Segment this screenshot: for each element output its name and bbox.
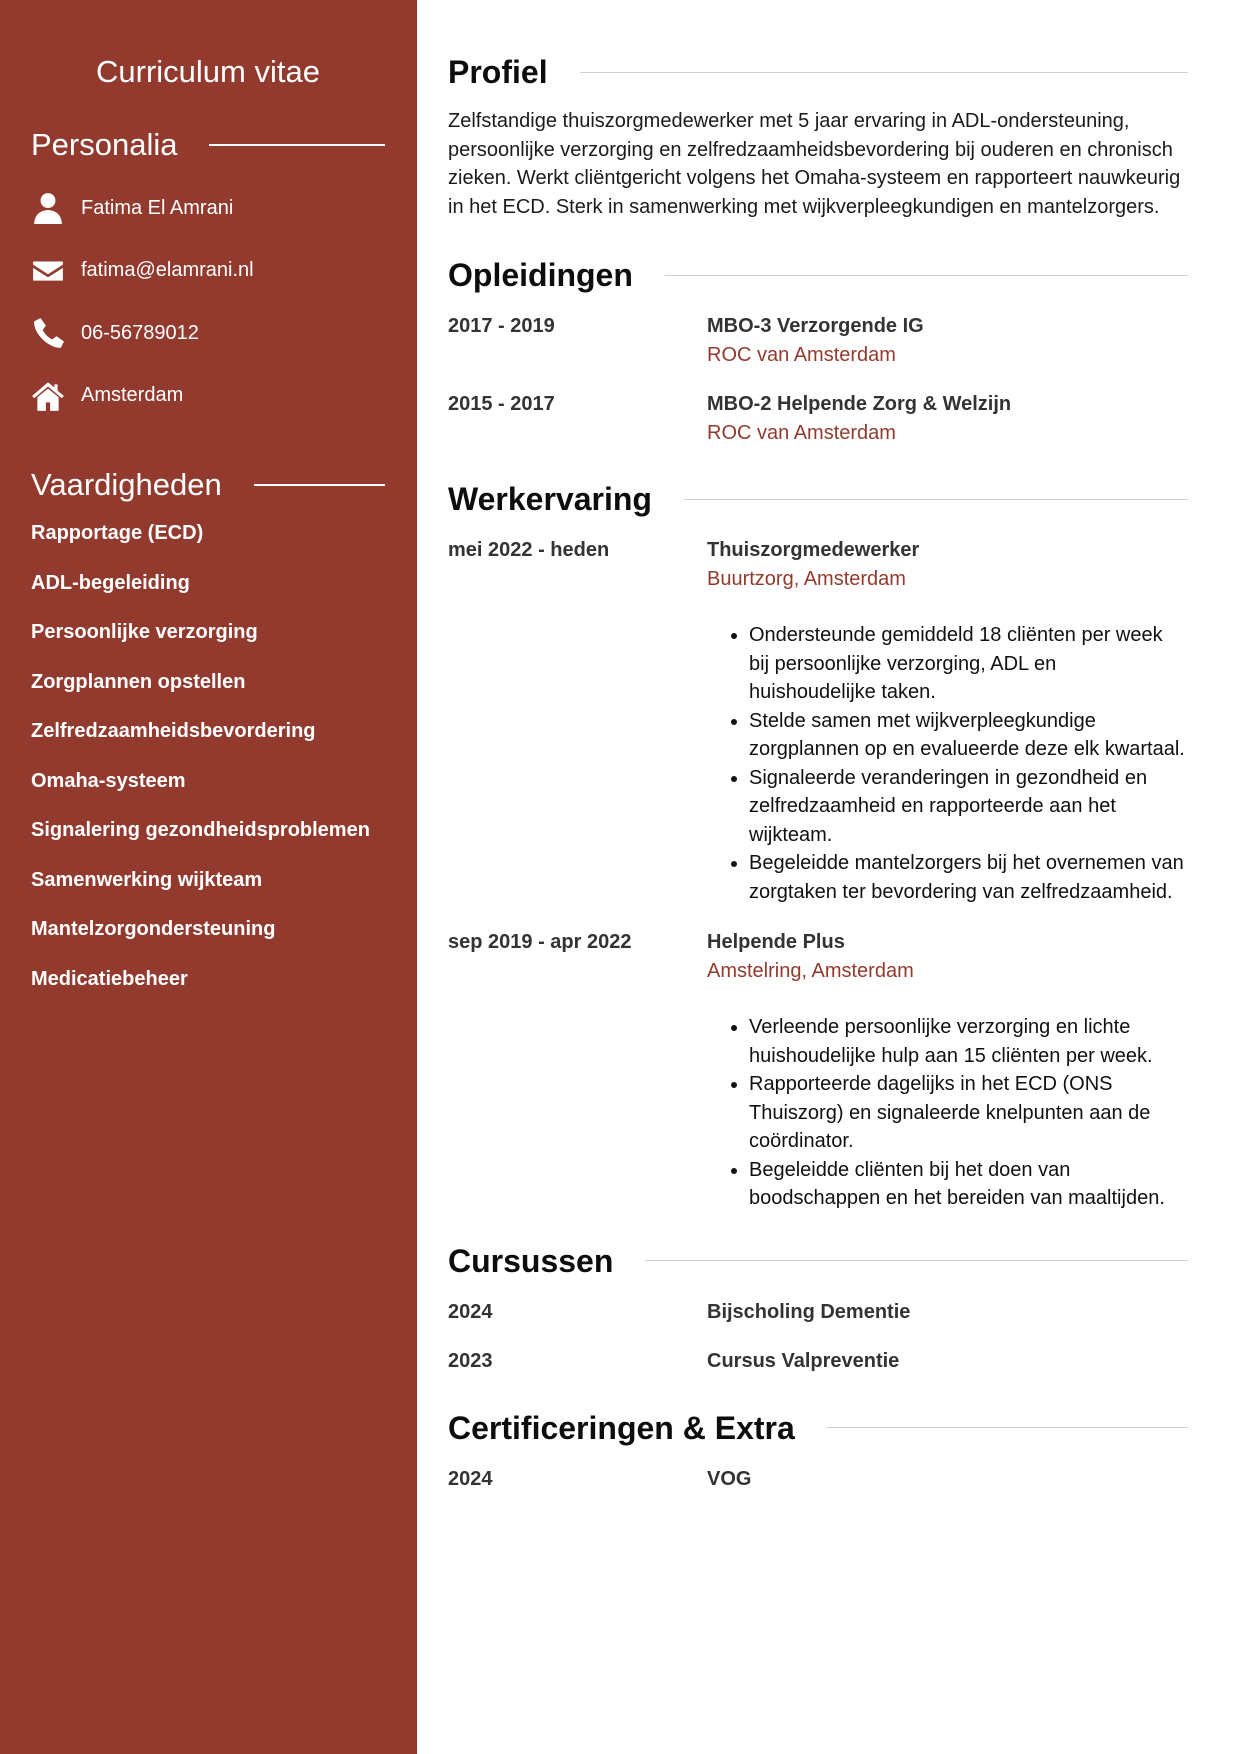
experience-bullet: • Stelde samen met wijkverpleegkundige zorgplannen op en evalueerde deze elk kwartaal. [749, 707, 1188, 764]
skill-item: Mantelzorgondersteuning [31, 918, 276, 940]
experience-details [707, 928, 1188, 1213]
personal-email: fatima@elamrani.nl [81, 259, 254, 282]
skill-item: Zorgplannen opstellen [31, 670, 246, 693]
experience-bullet: • Begeleidde mantelzorgers bij het overnemen van zorgtaken ter bevordering van zelfredzaamheid. [749, 849, 1188, 906]
experience-section [448, 479, 1188, 1213]
skills-list [31, 523, 385, 1018]
experience-bullet: • Begeleidde cliënten bij het doen van boodschappen en het bereiden van maaltijden. [749, 1156, 1188, 1213]
main-content [417, 0, 1241, 1754]
experience-entry [448, 536, 1188, 906]
skill-item: Persoonlijke verzorging [31, 621, 258, 643]
education-details [707, 312, 1188, 369]
courses-heading-text: Cursussen [448, 1242, 614, 1279]
skill-item: Omaha-systeem [31, 769, 186, 792]
certification-year: 2024 [448, 1467, 493, 1490]
education-period: 2015 - 2017 [448, 393, 555, 415]
experience-bullet: • Ondersteunde gemiddeld 18 cliënten per week bij persoonlijke verzorging, ADL en huishoudelijke taken. [749, 621, 1188, 707]
profile-heading-rule [580, 72, 1188, 73]
skill-item: Medicatiebeheer [31, 967, 188, 990]
personal-name: Fatima El Amrani [81, 196, 234, 219]
experience-bullets [707, 1013, 1188, 1213]
experience-bullet: • Verleende persoonlijke verzorging en lichte huishoudelijke hulp aan 15 cliënten per week. [749, 1013, 1188, 1070]
education-period: 2017 - 2019 [448, 315, 555, 337]
skills-heading-text: Vaardigheden [31, 467, 222, 502]
personal-heading [31, 125, 385, 165]
education-entry [448, 312, 1188, 369]
certifications-heading-rule [827, 1427, 1188, 1428]
course-entry [448, 1347, 1188, 1376]
envelope-icon [31, 254, 65, 288]
phone-icon [31, 316, 65, 350]
experience-bullet: • Rapporteerde dagelijks in het ECD (ONS Thuiszorg) en signaleerde knelpunten aan de coördinator. [749, 1070, 1188, 1156]
cv-title: Curriculum vitae [96, 54, 320, 89]
education-entry [448, 390, 1188, 447]
experience-bullet: • Signaleerde veranderingen in gezondheid en zelfredzaamheid en rapporteerde aan het wijkteam. [749, 764, 1188, 850]
experience-employer: Buurtzorg, Amsterdam [707, 567, 906, 590]
experience-employer: Amstelring, Amsterdam [707, 959, 914, 982]
certifications-heading-text: Certificeringen & Extra [448, 1409, 795, 1446]
experience-title: Helpende Plus [707, 931, 845, 953]
course-year: 2023 [448, 1350, 493, 1372]
course-entry [448, 1298, 1188, 1327]
skill-item: Signalering gezondheidsproblemen [31, 819, 370, 841]
education-section [448, 255, 1188, 447]
skill-item: Zelfredzaamheidsbevordering [31, 720, 316, 742]
profile-section [448, 52, 1188, 221]
certifications-heading [448, 1408, 1188, 1448]
experience-heading-rule [684, 499, 1188, 500]
skill-item: Samenwerking wijkteam [31, 868, 263, 891]
education-details [707, 390, 1188, 447]
skills-heading [31, 465, 385, 505]
experience-details [707, 536, 1188, 906]
experience-entry [448, 928, 1188, 1213]
skill-item: Rapportage (ECD) [31, 522, 204, 544]
skill-item: ADL-begeleiding [31, 571, 190, 594]
personal-item-name [31, 177, 385, 240]
education-heading-rule [665, 275, 1188, 276]
sidebar [0, 0, 417, 1754]
experience-heading [448, 479, 1188, 519]
courses-section [448, 1241, 1188, 1376]
course-year: 2024 [448, 1300, 493, 1323]
education-heading [448, 255, 1188, 295]
courses-heading [448, 1241, 1188, 1281]
education-institution: ROC van Amsterdam [707, 421, 896, 444]
certification-title: VOG [707, 1467, 752, 1490]
personal-location: Amsterdam [81, 384, 184, 407]
education-title: MBO-2 Helpende Zorg & Welzijn [707, 393, 1012, 415]
course-title: Cursus Valpreventie [707, 1350, 900, 1372]
certification-entry [448, 1465, 1188, 1494]
personal-item-email [31, 240, 385, 303]
profile-heading [448, 52, 1188, 92]
course-title: Bijscholing Dementie [707, 1300, 911, 1323]
skills-heading-rule [254, 484, 385, 486]
experience-period: mei 2022 - heden [448, 539, 610, 561]
certifications-section [448, 1408, 1188, 1494]
personal-item-phone [31, 302, 385, 365]
user-icon [31, 191, 65, 225]
experience-title: Thuiszorgmedewerker [707, 539, 920, 561]
home-icon [31, 379, 65, 413]
personal-heading-text: Personalia [31, 127, 178, 162]
education-institution: ROC van Amsterdam [707, 343, 896, 366]
experience-period: sep 2019 - apr 2022 [448, 931, 632, 953]
profile-heading-text: Profiel [448, 54, 548, 90]
experience-bullets [707, 621, 1188, 906]
education-title: MBO-3 Verzorgende IG [707, 315, 924, 337]
courses-heading-rule [645, 1260, 1188, 1261]
personal-heading-rule [209, 144, 385, 146]
personal-item-location [31, 365, 385, 428]
personal-phone: 06-56789012 [81, 321, 199, 344]
education-heading-text: Opleidingen [448, 257, 633, 293]
profile-text: Zelfstandige thuiszorgmedewerker met 5 jaar ervaring in ADL-ondersteuning, persoonlijke verzorging en zelfredzaamheidsbevordering bij ouderen en chronisch zieken. Werkt cliëntgericht volgens het Omaha-systeem en rapporteert nauwkeurig in het ECD. Sterk in samenwerking met wijkverpleegkundigen en mantelzorgers. [448, 110, 1181, 218]
personal-list [31, 177, 385, 427]
experience-heading-text: Werkervaring [448, 481, 652, 517]
